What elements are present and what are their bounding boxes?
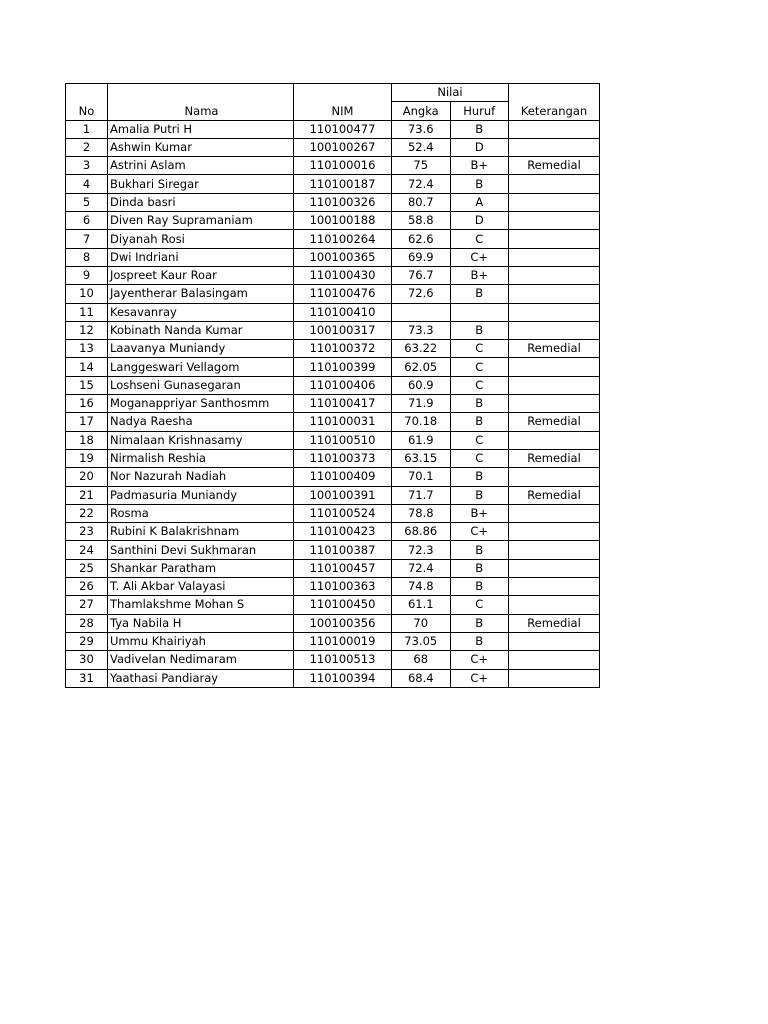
table-row: [66, 632, 600, 650]
cell-keterangan: Remedial: [509, 614, 600, 632]
cell-keterangan: [509, 285, 600, 303]
table-row: [66, 578, 600, 596]
cell-nim: 110100399: [294, 358, 392, 376]
cell-keterangan: [509, 559, 600, 577]
cell-nim: 110100524: [294, 504, 392, 522]
cell-no: 20: [66, 468, 108, 486]
cell-no: 19: [66, 449, 108, 467]
cell-nim: 110100387: [294, 541, 392, 559]
cell-nama: Nor Nazurah Nadiah: [108, 468, 294, 486]
cell-no: 1: [66, 120, 108, 138]
table-row: [66, 321, 600, 339]
cell-huruf: B: [450, 395, 509, 413]
cell-no: 30: [66, 651, 108, 669]
cell-angka: 73.3: [392, 321, 451, 339]
cell-keterangan: [509, 230, 600, 248]
table-row: [66, 504, 600, 522]
table-row: [66, 376, 600, 394]
cell-huruf: B: [450, 614, 509, 632]
header-nama: Nama: [108, 84, 294, 121]
cell-no: 21: [66, 486, 108, 504]
cell-huruf: B: [450, 321, 509, 339]
cell-keterangan: Remedial: [509, 486, 600, 504]
cell-no: 12: [66, 321, 108, 339]
cell-huruf: C+: [450, 669, 509, 687]
cell-keterangan: [509, 431, 600, 449]
cell-nim: 100100317: [294, 321, 392, 339]
cell-nim: 110100477: [294, 120, 392, 138]
cell-nim: 110100406: [294, 376, 392, 394]
cell-no: 18: [66, 431, 108, 449]
cell-angka: 68.86: [392, 523, 451, 541]
cell-keterangan: [509, 376, 600, 394]
cell-angka: 73.6: [392, 120, 451, 138]
cell-keterangan: [509, 669, 600, 687]
cell-no: 31: [66, 669, 108, 687]
cell-nama: Jospreet Kaur Roar: [108, 266, 294, 284]
cell-angka: 62.05: [392, 358, 451, 376]
cell-nama: Nadya Raesha: [108, 413, 294, 431]
cell-nama: Langgeswari Vellagom: [108, 358, 294, 376]
cell-nama: Nirmalish Reshia: [108, 449, 294, 467]
cell-nim: 100100267: [294, 138, 392, 156]
cell-angka: 69.9: [392, 248, 451, 266]
cell-keterangan: [509, 120, 600, 138]
cell-nama: T. Ali Akbar Valayasi: [108, 578, 294, 596]
cell-nama: Nimalaan Krishnasamy: [108, 431, 294, 449]
header-nim: NIM: [294, 84, 392, 121]
table-row: [66, 486, 600, 504]
header-huruf: Huruf: [450, 102, 509, 120]
cell-nim: 110100510: [294, 431, 392, 449]
grades-body: [66, 120, 600, 687]
cell-keterangan: Remedial: [509, 413, 600, 431]
cell-huruf: B: [450, 175, 509, 193]
cell-keterangan: [509, 138, 600, 156]
cell-angka: 74.8: [392, 578, 451, 596]
cell-nim: 110100476: [294, 285, 392, 303]
table-row: [66, 413, 600, 431]
cell-huruf: C: [450, 340, 509, 358]
cell-huruf: B: [450, 578, 509, 596]
cell-nim: 110100450: [294, 596, 392, 614]
cell-huruf: B: [450, 120, 509, 138]
table-row: [66, 395, 600, 413]
cell-huruf: C+: [450, 248, 509, 266]
cell-nama: Dinda basri: [108, 193, 294, 211]
cell-nim: 110100430: [294, 266, 392, 284]
cell-angka: 52.4: [392, 138, 451, 156]
cell-angka: 75: [392, 157, 451, 175]
cell-nim: 110100187: [294, 175, 392, 193]
cell-huruf: C+: [450, 523, 509, 541]
cell-no: 29: [66, 632, 108, 650]
cell-angka: [392, 303, 451, 321]
cell-huruf: B: [450, 486, 509, 504]
cell-nama: Ummu Khairiyah: [108, 632, 294, 650]
cell-no: 10: [66, 285, 108, 303]
cell-nim: 100100356: [294, 614, 392, 632]
header-keterangan: Keterangan: [509, 84, 600, 121]
cell-nama: Dwi Indriani: [108, 248, 294, 266]
cell-keterangan: [509, 358, 600, 376]
cell-angka: 73.05: [392, 632, 451, 650]
cell-nim: 110100417: [294, 395, 392, 413]
cell-keterangan: [509, 212, 600, 230]
cell-nim: 110100410: [294, 303, 392, 321]
cell-keterangan: [509, 321, 600, 339]
table-row: [66, 175, 600, 193]
cell-nim: 100100391: [294, 486, 392, 504]
header-row-top: [66, 84, 600, 102]
cell-nim: 110100423: [294, 523, 392, 541]
cell-nim: 110100409: [294, 468, 392, 486]
cell-nama: Kesavanray: [108, 303, 294, 321]
table-row: [66, 303, 600, 321]
cell-no: 26: [66, 578, 108, 596]
cell-nama: Amalia Putri H: [108, 120, 294, 138]
cell-nama: Padmasuria Muniandy: [108, 486, 294, 504]
table-row: [66, 468, 600, 486]
table-row: [66, 614, 600, 632]
cell-angka: 72.3: [392, 541, 451, 559]
table-row: [66, 266, 600, 284]
cell-keterangan: [509, 175, 600, 193]
cell-no: 9: [66, 266, 108, 284]
cell-angka: 68: [392, 651, 451, 669]
cell-no: 23: [66, 523, 108, 541]
table-row: [66, 431, 600, 449]
cell-keterangan: [509, 596, 600, 614]
cell-nama: Diven Ray Supramaniam: [108, 212, 294, 230]
table-row: [66, 193, 600, 211]
table-row: [66, 559, 600, 577]
cell-nama: Thamlakshme Mohan S: [108, 596, 294, 614]
cell-huruf: C: [450, 358, 509, 376]
cell-nim: 110100264: [294, 230, 392, 248]
cell-huruf: D: [450, 138, 509, 156]
cell-keterangan: [509, 523, 600, 541]
header-angka: Angka: [392, 102, 451, 120]
table-row: [66, 212, 600, 230]
cell-angka: 61.1: [392, 596, 451, 614]
cell-no: 15: [66, 376, 108, 394]
cell-angka: 62.6: [392, 230, 451, 248]
cell-nama: Diyanah Rosi: [108, 230, 294, 248]
table-row: [66, 157, 600, 175]
cell-nama: Moganappriyar Santhosmm: [108, 395, 294, 413]
cell-nim: 110100019: [294, 632, 392, 650]
cell-nim: 110100326: [294, 193, 392, 211]
cell-angka: 58.8: [392, 212, 451, 230]
cell-huruf: B+: [450, 157, 509, 175]
table-row: [66, 340, 600, 358]
cell-angka: 72.4: [392, 175, 451, 193]
cell-angka: 72.4: [392, 559, 451, 577]
cell-nama: Laavanya Muniandy: [108, 340, 294, 358]
cell-huruf: B+: [450, 504, 509, 522]
cell-no: 16: [66, 395, 108, 413]
cell-huruf: B: [450, 468, 509, 486]
cell-huruf: C+: [450, 651, 509, 669]
cell-nama: Santhini Devi Sukhmaran: [108, 541, 294, 559]
cell-angka: 76.7: [392, 266, 451, 284]
cell-angka: 71.7: [392, 486, 451, 504]
table-row: [66, 358, 600, 376]
cell-huruf: B: [450, 632, 509, 650]
cell-huruf: B: [450, 541, 509, 559]
cell-keterangan: Remedial: [509, 449, 600, 467]
cell-nama: Loshseni Gunasegaran: [108, 376, 294, 394]
cell-angka: 71.9: [392, 395, 451, 413]
cell-keterangan: [509, 541, 600, 559]
header-nilai: Nilai: [392, 84, 509, 102]
cell-keterangan: [509, 395, 600, 413]
cell-no: 22: [66, 504, 108, 522]
cell-angka: 70.1: [392, 468, 451, 486]
cell-nama: Vadivelan Nedimaram: [108, 651, 294, 669]
cell-nama: Bukhari Siregar: [108, 175, 294, 193]
cell-no: 5: [66, 193, 108, 211]
table-row: [66, 596, 600, 614]
cell-keterangan: [509, 193, 600, 211]
cell-huruf: C: [450, 376, 509, 394]
cell-angka: 63.15: [392, 449, 451, 467]
cell-nama: Ashwin Kumar: [108, 138, 294, 156]
header-no: No: [66, 84, 108, 121]
cell-huruf: B: [450, 559, 509, 577]
cell-nim: 110100016: [294, 157, 392, 175]
cell-keterangan: [509, 504, 600, 522]
cell-no: 25: [66, 559, 108, 577]
cell-nim: 100100365: [294, 248, 392, 266]
cell-nim: 110100031: [294, 413, 392, 431]
cell-nama: Tya Nabila H: [108, 614, 294, 632]
cell-nim: 100100188: [294, 212, 392, 230]
grades-table: [65, 83, 600, 688]
cell-no: 11: [66, 303, 108, 321]
cell-huruf: D: [450, 212, 509, 230]
cell-nim: 110100394: [294, 669, 392, 687]
cell-huruf: C: [450, 449, 509, 467]
cell-angka: 63.22: [392, 340, 451, 358]
table-row: [66, 523, 600, 541]
cell-no: 27: [66, 596, 108, 614]
cell-keterangan: [509, 651, 600, 669]
table-row: [66, 285, 600, 303]
cell-huruf: B: [450, 413, 509, 431]
cell-keterangan: Remedial: [509, 157, 600, 175]
cell-no: 8: [66, 248, 108, 266]
cell-huruf: B+: [450, 266, 509, 284]
cell-huruf: B: [450, 285, 509, 303]
cell-keterangan: [509, 578, 600, 596]
cell-angka: 60.9: [392, 376, 451, 394]
table-row: [66, 541, 600, 559]
cell-keterangan: [509, 632, 600, 650]
cell-no: 4: [66, 175, 108, 193]
cell-nama: Rosma: [108, 504, 294, 522]
cell-no: 17: [66, 413, 108, 431]
cell-keterangan: Remedial: [509, 340, 600, 358]
cell-keterangan: [509, 303, 600, 321]
cell-nim: 110100373: [294, 449, 392, 467]
cell-no: 14: [66, 358, 108, 376]
cell-angka: 80.7: [392, 193, 451, 211]
cell-no: 3: [66, 157, 108, 175]
cell-no: 24: [66, 541, 108, 559]
table-row: [66, 651, 600, 669]
cell-nama: Kobinath Nanda Kumar: [108, 321, 294, 339]
cell-angka: 61.9: [392, 431, 451, 449]
cell-angka: 78.8: [392, 504, 451, 522]
table-row: [66, 248, 600, 266]
cell-nim: 110100363: [294, 578, 392, 596]
table-row: [66, 449, 600, 467]
cell-angka: 68.4: [392, 669, 451, 687]
cell-no: 6: [66, 212, 108, 230]
table-row: [66, 230, 600, 248]
cell-nama: Rubini K Balakrishnam: [108, 523, 294, 541]
cell-nama: Jayentherar Balasingam: [108, 285, 294, 303]
cell-no: 2: [66, 138, 108, 156]
cell-huruf: [450, 303, 509, 321]
cell-angka: 70.18: [392, 413, 451, 431]
cell-huruf: C: [450, 596, 509, 614]
cell-nim: 110100372: [294, 340, 392, 358]
cell-huruf: C: [450, 431, 509, 449]
cell-nim: 110100513: [294, 651, 392, 669]
cell-angka: 70: [392, 614, 451, 632]
cell-no: 13: [66, 340, 108, 358]
cell-nama: Shankar Paratham: [108, 559, 294, 577]
table-row: [66, 120, 600, 138]
cell-no: 7: [66, 230, 108, 248]
cell-angka: 72.6: [392, 285, 451, 303]
cell-nim: 110100457: [294, 559, 392, 577]
cell-nama: Astrini Aslam: [108, 157, 294, 175]
cell-nama: Yaathasi Pandiaray: [108, 669, 294, 687]
cell-keterangan: [509, 248, 600, 266]
cell-no: 28: [66, 614, 108, 632]
cell-huruf: A: [450, 193, 509, 211]
cell-keterangan: [509, 468, 600, 486]
table-row: [66, 138, 600, 156]
table-row: [66, 669, 600, 687]
cell-huruf: C: [450, 230, 509, 248]
cell-keterangan: [509, 266, 600, 284]
